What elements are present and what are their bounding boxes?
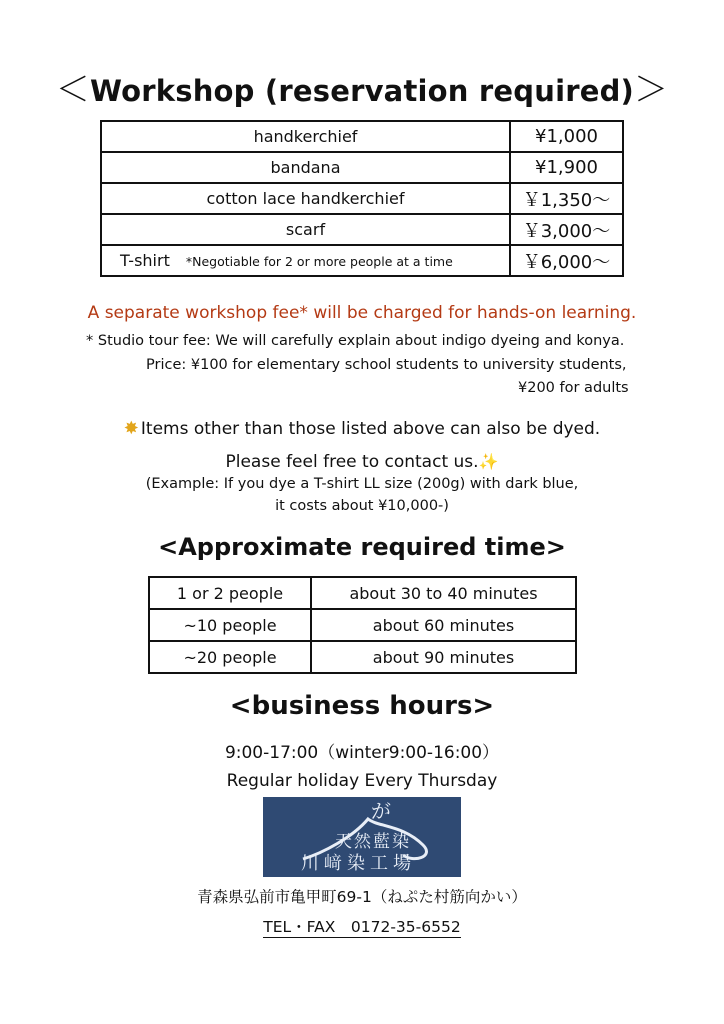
workshop-fee-notice: A separate workshop fee* will be charged for hands-on learning. xyxy=(87,303,637,323)
duration-cell: about 30 to 40 minutes xyxy=(311,577,576,609)
tshirt-label: T-shirt xyxy=(120,251,170,270)
time-row xyxy=(149,577,576,609)
duration-cell: about 90 minutes xyxy=(311,641,576,673)
business-hours: 9:00-17:00（winter9:00-16:00） xyxy=(224,743,500,763)
people-cell: ~10 people xyxy=(149,609,311,641)
address: 青森県弘前市亀甲町69-1（ねぷた村筋向かい） xyxy=(197,888,527,906)
price-row xyxy=(101,245,623,276)
workshop-title: ＜Workshop (reservation required)＞ xyxy=(55,70,669,110)
item-name: bandana xyxy=(101,152,510,183)
company-logo xyxy=(263,797,461,877)
item-price: ¥1,900 xyxy=(510,152,623,183)
example-line-1: (Example: If you dye a T-shirt LL size (200g) with dark blue, xyxy=(145,476,579,492)
time-row xyxy=(149,609,576,641)
logo-mark: が xyxy=(371,799,391,823)
item-name: scarf xyxy=(101,214,510,245)
item-name: cotton lace handkerchief xyxy=(101,183,510,214)
item-price: ￥1,350～ xyxy=(510,183,623,214)
item-price: ￥6,000～ xyxy=(510,245,623,276)
tour-adult-price: ¥200 for adults xyxy=(518,380,629,396)
workshop-price-table xyxy=(100,120,624,277)
logo-line-2: 川﨑染工場 xyxy=(301,853,416,874)
price-row xyxy=(101,183,623,214)
star-icon: ✸ xyxy=(123,418,139,439)
price-row xyxy=(101,214,623,245)
duration-cell: about 60 minutes xyxy=(311,609,576,641)
time-table xyxy=(148,576,577,674)
logo-line-1: 天然藍染 xyxy=(335,832,411,852)
sparkle-icon: ✨ xyxy=(478,452,499,471)
people-cell: 1 or 2 people xyxy=(149,577,311,609)
item-name: handkerchief xyxy=(101,121,510,152)
item-name xyxy=(101,245,510,276)
contact-us-line: Please feel free to contact us.✨ xyxy=(225,452,499,472)
item-price: ￥3,000〜 xyxy=(510,214,623,245)
tel-fax: TEL・FAX 0172-35-6552 xyxy=(263,918,461,936)
tshirt-note: *Negotiable for 2 or more people at a time xyxy=(185,254,453,269)
item-price: ¥1,000 xyxy=(510,121,623,152)
regular-holiday: Regular holiday Every Thursday xyxy=(226,771,498,791)
tour-fee-line: * Studio tour fee: We will carefully explain about indigo dyeing and konya. xyxy=(86,333,625,349)
time-row xyxy=(149,641,576,673)
price-row xyxy=(101,152,623,183)
time-title: <Approximate required time> xyxy=(158,533,566,561)
business-hours-title: <business hours> xyxy=(229,691,495,721)
price-row xyxy=(101,121,623,152)
example-line-2: it costs about ¥10,000-) xyxy=(275,498,449,514)
people-cell: ~20 people xyxy=(149,641,311,673)
tour-price-line: Price: ¥100 for elementary school students to university students, xyxy=(146,357,627,373)
other-items-line: ✸ Items other than those listed above can also be dyed. xyxy=(123,418,601,439)
